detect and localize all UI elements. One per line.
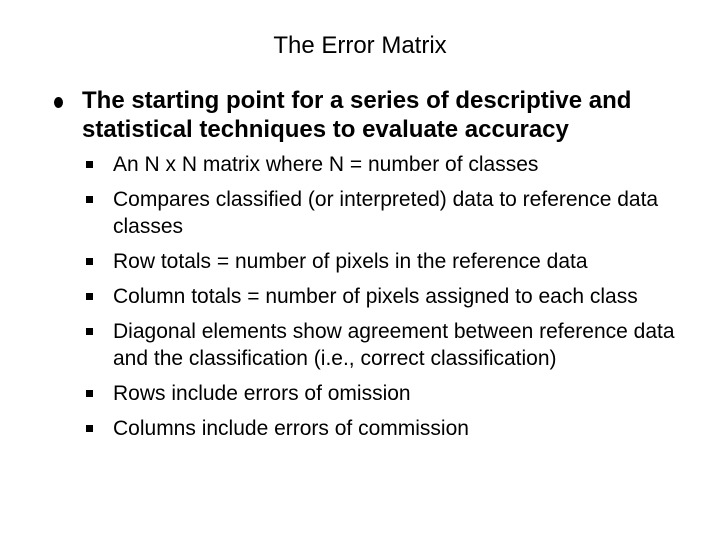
sub-bullet-text: Rows include errors of omission: [113, 382, 411, 405]
sub-bullet-text: Diagonal elements show agreement between reference data and the classification (i.e., correct classification): [113, 320, 675, 370]
sub-bullet-item: [86, 380, 696, 407]
sub-bullet-item: [86, 415, 696, 442]
sub-bullet-item: [86, 283, 696, 310]
sub-bullet-text: Columns include errors of commission: [113, 417, 469, 440]
sub-bullet-item: [86, 186, 696, 240]
square-bullet-icon: [86, 293, 93, 300]
square-bullet-icon: [86, 328, 93, 335]
main-bullet-text: The starting point for a series of descriptive and statistical techniques to evaluate accuracy: [82, 87, 632, 143]
sub-bullet-text: Row totals = number of pixels in the reference data: [113, 250, 588, 273]
sub-bullet-text: Column totals = number of pixels assigned to each class: [113, 285, 638, 308]
sub-bullet-text: An N x N matrix where N = number of classes: [113, 153, 539, 176]
sub-bullet-list: [86, 151, 696, 450]
sub-bullet-item: [86, 318, 696, 372]
square-bullet-icon: [86, 161, 93, 168]
sub-bullet-item: [86, 151, 696, 178]
slide-title: The Error Matrix: [273, 32, 447, 59]
square-bullet-icon: [86, 196, 93, 203]
sub-bullet-item: [86, 248, 696, 275]
sub-bullet-text: Compares classified (or interpreted) data to reference data classes: [113, 188, 659, 238]
square-bullet-icon: [86, 258, 93, 265]
square-bullet-icon: [86, 390, 93, 397]
round-bullet-icon: [54, 97, 63, 108]
square-bullet-icon: [86, 425, 93, 432]
